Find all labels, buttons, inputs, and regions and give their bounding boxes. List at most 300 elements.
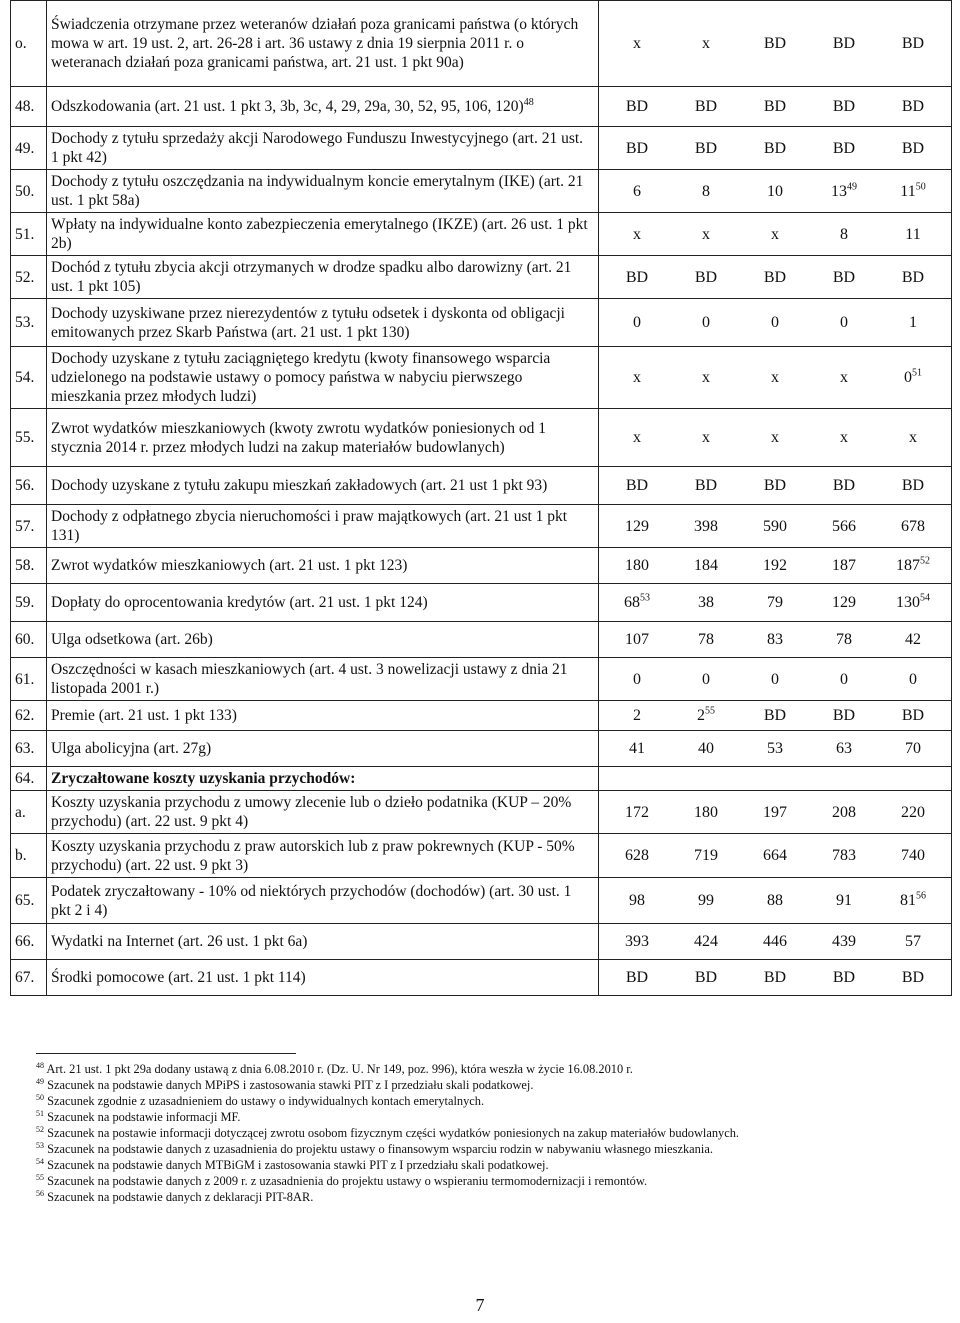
value-cell bbox=[617, 846, 657, 865]
value-cell bbox=[824, 476, 864, 495]
value-text: 0 bbox=[633, 670, 641, 688]
value-cell bbox=[824, 268, 864, 287]
row-number: 67. bbox=[11, 960, 47, 996]
value-cell bbox=[617, 670, 657, 689]
value-text: 208 bbox=[832, 803, 856, 821]
row-description-text: Podatek zryczałtowany - 10% od niektórych przychodów (dochodów) (art. 30 ust. 1 pkt 2 i 4) bbox=[51, 882, 572, 919]
footnote-ref: 53 bbox=[640, 592, 650, 604]
value-text: BD bbox=[694, 477, 718, 494]
row-description-text: Dochody uzyskane z tytułu zakupu mieszkań zakładowych (art. 21 ust 1 pkt 93) bbox=[51, 477, 548, 494]
row-description bbox=[47, 960, 599, 996]
row-description bbox=[47, 256, 599, 299]
value-text: 8 bbox=[840, 225, 848, 243]
row-number: 53. bbox=[11, 299, 47, 347]
footnote bbox=[36, 1109, 926, 1125]
value-text: BD bbox=[832, 268, 856, 286]
value-cell bbox=[686, 706, 726, 725]
table-row bbox=[11, 924, 952, 960]
row-number: 55. bbox=[11, 409, 47, 467]
value-cell bbox=[617, 739, 657, 758]
row-number: 65. bbox=[11, 878, 47, 924]
value-text: x bbox=[840, 369, 848, 386]
row-description bbox=[47, 467, 599, 505]
value-text: BD bbox=[625, 477, 649, 494]
table-row bbox=[11, 256, 952, 299]
row-description-text: Dochody z tytułu sprzedaży akcji Narodowego Funduszu Inwestycyjnego (art. 21 ust. 1 pkt 42) bbox=[51, 130, 584, 166]
footnote-text: Szacunek na podstawie danych z uzasadnienia do projektu ustawy o finansowym wsparciu rodzin w nabywaniu własnego mieszkania. bbox=[47, 1142, 713, 1156]
value-text: 98 bbox=[629, 892, 645, 909]
footnote-ref: 52 bbox=[920, 555, 930, 567]
value-cell bbox=[617, 268, 657, 287]
row-number: 58. bbox=[11, 548, 47, 584]
row-number: 57. bbox=[11, 505, 47, 548]
row-number: 60. bbox=[11, 622, 47, 658]
value-cell bbox=[617, 769, 657, 788]
value-text: 0 bbox=[840, 670, 848, 688]
row-description bbox=[47, 127, 599, 170]
value-cell bbox=[755, 476, 795, 495]
value-text: 11 bbox=[905, 225, 921, 243]
footnote-text: Szacunek na podstawie danych z 2009 r. z uzasadnienia do projektu ustawy o wspieraniu termomodernizacji i remontów. bbox=[47, 1174, 648, 1188]
value-text: 78 bbox=[836, 631, 852, 648]
row-number: 52. bbox=[11, 256, 47, 299]
footnote bbox=[36, 1173, 926, 1189]
value-cell bbox=[824, 630, 864, 649]
value-text: 0 bbox=[840, 314, 848, 331]
value-text: 439 bbox=[832, 933, 856, 950]
footnote-text: Szacunek zgodnie z uzasadnieniem do ustawy o indywidualnych kontach emerytalnych. bbox=[47, 1094, 485, 1108]
row-number: 61. bbox=[11, 658, 47, 701]
row-description bbox=[47, 347, 599, 409]
value-text: BD bbox=[625, 268, 649, 286]
footnote-number: 55 bbox=[36, 1172, 44, 1182]
value-text: 129 bbox=[625, 517, 649, 535]
value-cell bbox=[755, 368, 795, 387]
value-text: 783 bbox=[832, 847, 856, 864]
value-cell bbox=[824, 139, 864, 158]
table-row bbox=[11, 584, 952, 622]
table-row bbox=[11, 834, 952, 878]
row-number: 59. bbox=[11, 584, 47, 622]
value-cell bbox=[893, 769, 933, 788]
value-cell bbox=[893, 670, 933, 689]
tax-preferences-table bbox=[10, 0, 952, 996]
table-row bbox=[11, 1, 952, 87]
row-description bbox=[47, 924, 599, 960]
value-cell bbox=[755, 769, 795, 788]
value-cell bbox=[686, 968, 726, 987]
table-row bbox=[11, 87, 952, 127]
row-number: o. bbox=[11, 1, 47, 87]
value-text: 424 bbox=[694, 933, 718, 950]
value-text: 130 bbox=[896, 594, 920, 611]
value-text: BD bbox=[694, 98, 718, 115]
value-cell bbox=[824, 769, 864, 788]
value-cell bbox=[824, 34, 864, 53]
footnote-number: 50 bbox=[36, 1092, 44, 1102]
value-cell bbox=[824, 556, 864, 575]
value-cell bbox=[686, 891, 726, 910]
table-row bbox=[11, 622, 952, 658]
value-text: x bbox=[771, 369, 779, 386]
value-text: BD bbox=[901, 707, 925, 724]
row-description bbox=[47, 170, 599, 213]
row-values bbox=[599, 170, 952, 213]
row-description-text: Wydatki na Internet (art. 26 ust. 1 pkt 6a) bbox=[51, 933, 308, 950]
value-text: 83 bbox=[767, 631, 783, 648]
value-text: 0 bbox=[771, 670, 779, 688]
value-cell bbox=[686, 803, 726, 822]
row-number: b. bbox=[11, 834, 47, 878]
value-cell bbox=[824, 97, 864, 116]
value-text: x bbox=[840, 429, 848, 446]
value-cell bbox=[755, 182, 795, 201]
value-text: 79 bbox=[767, 594, 783, 611]
value-cell bbox=[755, 556, 795, 575]
row-description-text: Świadczenia otrzymane przez weteranów działań poza granicami państwa (o których mowa w art. 19 ust. 2, art. 26-28 i art. 36 ustawy z dnia 19 sierpnia 2011 r. o weteranach działań poza granicami państwa, art. 21 ust. 1 pkt 90a) bbox=[51, 16, 579, 71]
value-text: 197 bbox=[763, 803, 787, 821]
row-values bbox=[599, 505, 952, 548]
row-values bbox=[599, 960, 952, 996]
value-cell bbox=[755, 630, 795, 649]
row-description-text: Dochody uzyskane z tytułu zaciągniętego kredytu (kwoty finansowego wsparcia udzielonego na podstawie ustawy o pomocy państwa w nabyciu pierwszego mieszkania przez młodych ludzi) bbox=[51, 350, 551, 405]
footnote bbox=[36, 1077, 926, 1093]
value-cell bbox=[893, 182, 933, 201]
row-description bbox=[47, 731, 599, 767]
value-text: BD bbox=[763, 477, 787, 494]
value-cell bbox=[755, 706, 795, 725]
value-text: BD bbox=[832, 35, 856, 52]
row-values bbox=[599, 791, 952, 834]
table-row bbox=[11, 791, 952, 834]
row-description-text: Koszty uzyskania przychodu z praw autorskich lub z praw pokrewnych (KUP - 50% przychodu) (art. 22 ust. 9 pkt 3) bbox=[51, 837, 575, 874]
value-text: 180 bbox=[694, 803, 718, 821]
value-cell bbox=[824, 517, 864, 536]
value-text: BD bbox=[694, 268, 718, 286]
value-cell bbox=[824, 182, 864, 201]
footnote-number: 49 bbox=[36, 1076, 44, 1086]
value-cell bbox=[686, 476, 726, 495]
value-text: BD bbox=[694, 969, 718, 986]
value-cell bbox=[686, 268, 726, 287]
value-cell bbox=[824, 428, 864, 447]
value-cell bbox=[824, 932, 864, 951]
value-cell bbox=[617, 630, 657, 649]
value-text: BD bbox=[763, 707, 787, 724]
footnote bbox=[36, 1189, 926, 1205]
value-text: x bbox=[771, 225, 779, 243]
value-cell bbox=[824, 593, 864, 612]
value-cell bbox=[824, 803, 864, 822]
value-text: 566 bbox=[832, 517, 856, 535]
footnote-separator bbox=[36, 1053, 296, 1054]
value-cell bbox=[686, 769, 726, 788]
footnote-text: Szacunek na podstawie danych z deklaracji PIT-8AR. bbox=[47, 1190, 314, 1204]
value-text: BD bbox=[763, 268, 787, 286]
footnote-number: 51 bbox=[36, 1108, 44, 1118]
value-cell bbox=[824, 846, 864, 865]
value-text: BD bbox=[901, 268, 925, 286]
value-text: 664 bbox=[763, 847, 787, 864]
row-description-text: Oszczędności w kasach mieszkaniowych (art. 4 ust. 3 nowelizacji ustawy z dnia 21 listopada 2001 r.) bbox=[51, 661, 568, 697]
footnote-number: 53 bbox=[36, 1140, 44, 1150]
value-text: 220 bbox=[901, 803, 925, 821]
value-cell bbox=[686, 139, 726, 158]
row-values bbox=[599, 127, 952, 170]
row-description-text: Wpłaty na indywidualne konto zabezpieczenia emerytalnego (IKZE) (art. 26 ust. 1 pkt 2b) bbox=[51, 216, 588, 252]
row-description bbox=[47, 548, 599, 584]
value-cell bbox=[755, 670, 795, 689]
row-description bbox=[47, 409, 599, 467]
table-row bbox=[11, 127, 952, 170]
value-text: BD bbox=[694, 139, 718, 157]
value-text: BD bbox=[763, 969, 787, 986]
footnote-number: 54 bbox=[36, 1156, 44, 1166]
value-cell bbox=[755, 428, 795, 447]
value-cell bbox=[686, 34, 726, 53]
value-cell bbox=[893, 706, 933, 725]
table-row bbox=[11, 701, 952, 731]
value-cell bbox=[893, 891, 933, 910]
table-row bbox=[11, 347, 952, 409]
value-cell bbox=[686, 313, 726, 332]
value-cell bbox=[686, 670, 726, 689]
value-text: 184 bbox=[694, 557, 718, 574]
value-cell bbox=[755, 225, 795, 244]
value-cell bbox=[893, 225, 933, 244]
value-cell bbox=[824, 968, 864, 987]
value-cell bbox=[893, 932, 933, 951]
row-description bbox=[47, 834, 599, 878]
row-values bbox=[599, 87, 952, 127]
row-description bbox=[47, 299, 599, 347]
value-cell bbox=[617, 891, 657, 910]
value-cell bbox=[617, 428, 657, 447]
footnote-text: Szacunek na podstawie danych MTBiGM i zastosowania stawki PIT z I przedziału skali podatkowej. bbox=[47, 1158, 549, 1172]
row-description bbox=[47, 658, 599, 701]
value-cell bbox=[755, 517, 795, 536]
value-cell bbox=[824, 706, 864, 725]
table-row bbox=[11, 409, 952, 467]
value-text: x bbox=[702, 369, 710, 386]
value-text: BD bbox=[901, 98, 925, 115]
value-cell bbox=[617, 476, 657, 495]
value-cell bbox=[893, 97, 933, 116]
row-description bbox=[47, 213, 599, 256]
footnote bbox=[36, 1157, 926, 1173]
value-text: BD bbox=[832, 139, 856, 157]
row-values bbox=[599, 409, 952, 467]
row-number: 62. bbox=[11, 701, 47, 731]
value-text: BD bbox=[901, 477, 925, 494]
value-text: 172 bbox=[625, 803, 649, 821]
value-text: 57 bbox=[905, 933, 921, 950]
value-cell bbox=[893, 428, 933, 447]
value-text: 740 bbox=[901, 847, 925, 864]
value-cell bbox=[893, 313, 933, 332]
footnote-number: 48 bbox=[36, 1060, 44, 1070]
table-row bbox=[11, 213, 952, 256]
row-description-text: Zryczałtowane koszty uzyskania przychodów: bbox=[51, 770, 356, 787]
row-description-text: Dochody z tytułu oszczędzania na indywidualnym koncie emerytalnym (IKE) (art. 21 ust. 1 pkt 58a) bbox=[51, 173, 584, 209]
value-text: 38 bbox=[698, 594, 714, 611]
row-description bbox=[47, 87, 599, 127]
footnote-number: 52 bbox=[36, 1124, 44, 1134]
value-cell bbox=[617, 517, 657, 536]
row-number: 56. bbox=[11, 467, 47, 505]
value-text: BD bbox=[832, 477, 856, 494]
value-text: 2 bbox=[697, 707, 705, 724]
footnote bbox=[36, 1061, 926, 1077]
row-description-text: Ulga abolicyjna (art. 27g) bbox=[51, 740, 212, 757]
value-text: 68 bbox=[624, 594, 640, 611]
row-description bbox=[47, 878, 599, 924]
value-text: x bbox=[633, 369, 641, 386]
table-row bbox=[11, 505, 952, 548]
row-description bbox=[47, 701, 599, 731]
value-text: BD bbox=[901, 35, 925, 52]
value-cell bbox=[686, 517, 726, 536]
row-description-text: Dochód z tytułu zbycia akcji otrzymanych w drodze spadku albo darowizny (art. 21 ust. 1 pkt 105) bbox=[51, 259, 572, 295]
footnote-ref: 56 bbox=[916, 890, 926, 902]
value-cell bbox=[686, 739, 726, 758]
value-cell bbox=[617, 34, 657, 53]
value-cell bbox=[893, 476, 933, 495]
value-text: x bbox=[702, 35, 710, 52]
footnote-ref: 51 bbox=[912, 367, 922, 379]
row-values bbox=[599, 467, 952, 505]
row-description-text: Premie (art. 21 ust. 1 pkt 133) bbox=[51, 707, 237, 724]
value-text: 11 bbox=[900, 182, 916, 200]
row-values bbox=[599, 878, 952, 924]
value-text: 678 bbox=[901, 517, 925, 535]
value-text: x bbox=[702, 429, 710, 446]
value-cell bbox=[617, 706, 657, 725]
value-cell bbox=[893, 556, 933, 575]
value-cell bbox=[824, 225, 864, 244]
value-text: 192 bbox=[763, 557, 787, 574]
row-description bbox=[47, 1, 599, 87]
row-description-text: Dopłaty do oprocentowania kredytów (art. 21 ust. 1 pkt 124) bbox=[51, 594, 428, 611]
value-cell bbox=[755, 803, 795, 822]
value-text: 91 bbox=[836, 892, 852, 909]
value-cell bbox=[755, 139, 795, 158]
value-cell bbox=[686, 932, 726, 951]
value-text: 13 bbox=[831, 182, 847, 200]
value-cell bbox=[755, 593, 795, 612]
value-cell bbox=[824, 368, 864, 387]
row-number: 64. bbox=[11, 767, 47, 791]
value-text: 0 bbox=[633, 314, 641, 331]
value-text: 0 bbox=[771, 314, 779, 331]
value-text: 628 bbox=[625, 847, 649, 864]
value-cell bbox=[824, 891, 864, 910]
footnote-number: 56 bbox=[36, 1188, 44, 1198]
row-description-text: Dochody z odpłatnego zbycia nieruchomości i praw majątkowych (art. 21 ust 1 pkt 131) bbox=[51, 508, 568, 544]
value-cell bbox=[755, 891, 795, 910]
value-text: 0 bbox=[904, 369, 912, 386]
value-text: BD bbox=[832, 969, 856, 986]
row-number: 54. bbox=[11, 347, 47, 409]
row-number: 49. bbox=[11, 127, 47, 170]
value-text: BD bbox=[625, 139, 649, 157]
value-text: 1 bbox=[909, 314, 917, 331]
value-text: x bbox=[702, 225, 710, 243]
value-text: 53 bbox=[767, 740, 783, 757]
value-text: 129 bbox=[832, 594, 856, 611]
value-text: 187 bbox=[832, 557, 856, 574]
value-cell bbox=[617, 932, 657, 951]
row-number: 66. bbox=[11, 924, 47, 960]
value-text: BD bbox=[763, 98, 787, 115]
value-cell bbox=[893, 846, 933, 865]
value-cell bbox=[893, 139, 933, 158]
value-text: 107 bbox=[625, 631, 649, 648]
value-cell bbox=[893, 630, 933, 649]
value-text: x bbox=[633, 35, 641, 52]
value-text: 0 bbox=[702, 314, 710, 331]
value-cell bbox=[893, 968, 933, 987]
footnote-text: Szacunek na podstawie informacji MF. bbox=[47, 1110, 241, 1124]
value-text: BD bbox=[763, 139, 787, 157]
value-text: 2 bbox=[633, 707, 641, 724]
row-description bbox=[47, 622, 599, 658]
value-text: 590 bbox=[763, 517, 787, 535]
value-text: BD bbox=[832, 707, 856, 724]
value-cell bbox=[617, 182, 657, 201]
value-text: BD bbox=[625, 98, 649, 115]
value-text: 78 bbox=[698, 631, 714, 648]
value-cell bbox=[686, 593, 726, 612]
row-description-text: Koszty uzyskania przychodu z umowy zlecenie lub o dzieło podatnika (KUP – 20% przychodu) (art. 22 ust. 9 pkt 4) bbox=[51, 794, 572, 830]
value-cell bbox=[686, 97, 726, 116]
value-cell bbox=[824, 670, 864, 689]
value-cell bbox=[686, 225, 726, 244]
footnote-ref: 54 bbox=[920, 592, 930, 604]
value-text: 10 bbox=[767, 182, 783, 200]
footnote-ref: 50 bbox=[915, 181, 926, 193]
value-cell bbox=[893, 268, 933, 287]
value-cell bbox=[755, 34, 795, 53]
row-values bbox=[599, 256, 952, 299]
row-values bbox=[599, 1, 952, 87]
value-cell bbox=[686, 556, 726, 575]
value-text: 40 bbox=[698, 740, 714, 757]
footnote bbox=[36, 1141, 926, 1157]
table-row bbox=[11, 548, 952, 584]
row-values bbox=[599, 658, 952, 701]
value-text: 398 bbox=[694, 517, 718, 535]
value-text: BD bbox=[901, 139, 925, 157]
table-row bbox=[11, 467, 952, 505]
row-values bbox=[599, 834, 952, 878]
row-number: 51. bbox=[11, 213, 47, 256]
value-text: 41 bbox=[629, 740, 645, 757]
footnote-ref: 48 bbox=[523, 96, 534, 108]
value-text: 6 bbox=[633, 182, 641, 200]
table-row bbox=[11, 767, 952, 791]
footnote bbox=[36, 1093, 926, 1109]
value-text: 8 bbox=[702, 182, 710, 200]
value-text: BD bbox=[763, 35, 787, 52]
row-values bbox=[599, 767, 952, 791]
row-number: 63. bbox=[11, 731, 47, 767]
value-cell bbox=[755, 968, 795, 987]
value-cell bbox=[755, 846, 795, 865]
row-description bbox=[47, 505, 599, 548]
row-description bbox=[47, 791, 599, 834]
row-values bbox=[599, 731, 952, 767]
